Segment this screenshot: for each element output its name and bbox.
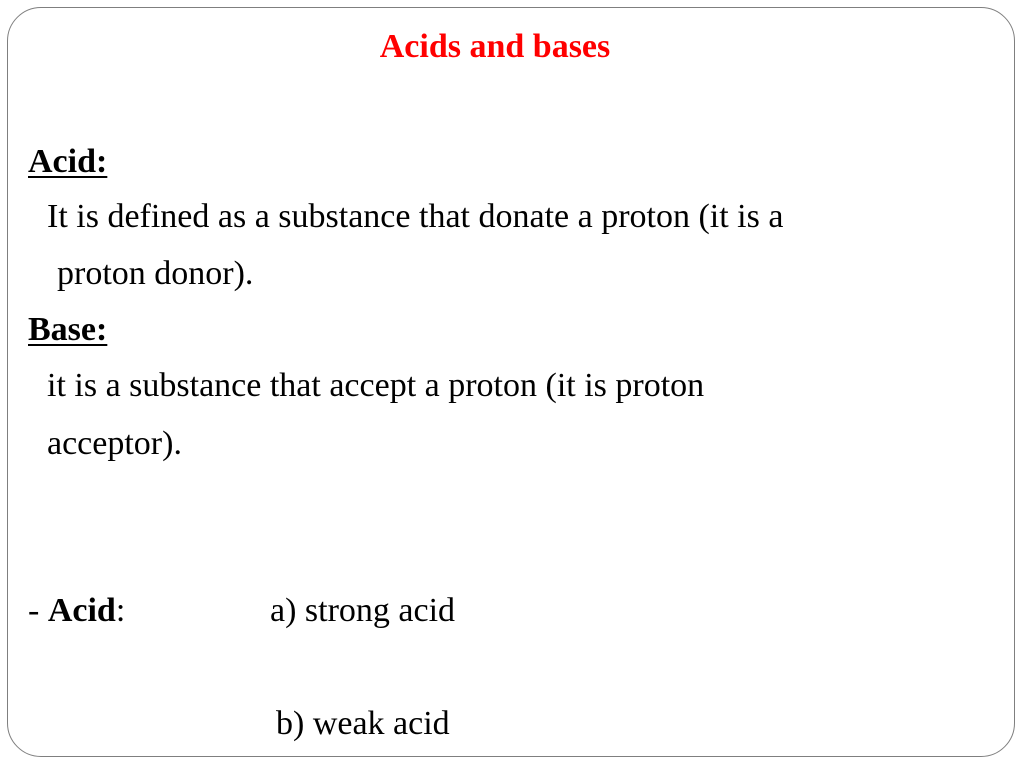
weak-acid-option: b) weak acid	[276, 705, 450, 742]
slide-title: Acids and bases	[379, 28, 611, 65]
acid-types-row	[28, 591, 125, 631]
acid-heading: Acid:	[28, 143, 108, 180]
list-dash: -	[28, 592, 40, 629]
strong-acid-option: a) strong acid	[270, 592, 456, 629]
base-definition-line-1: it is a substance that accept a proton (it is proton	[47, 367, 705, 404]
acid-types-label: Acid	[47, 592, 116, 629]
base-heading: Base:	[28, 311, 108, 348]
acid-definition-line-1: It is defined as a substance that donate a proton (it is a	[47, 198, 784, 235]
acid-definition-line-2: proton donor).	[57, 255, 254, 292]
acid-types-colon: :	[115, 592, 126, 629]
base-definition-line-2: acceptor).	[47, 425, 182, 462]
